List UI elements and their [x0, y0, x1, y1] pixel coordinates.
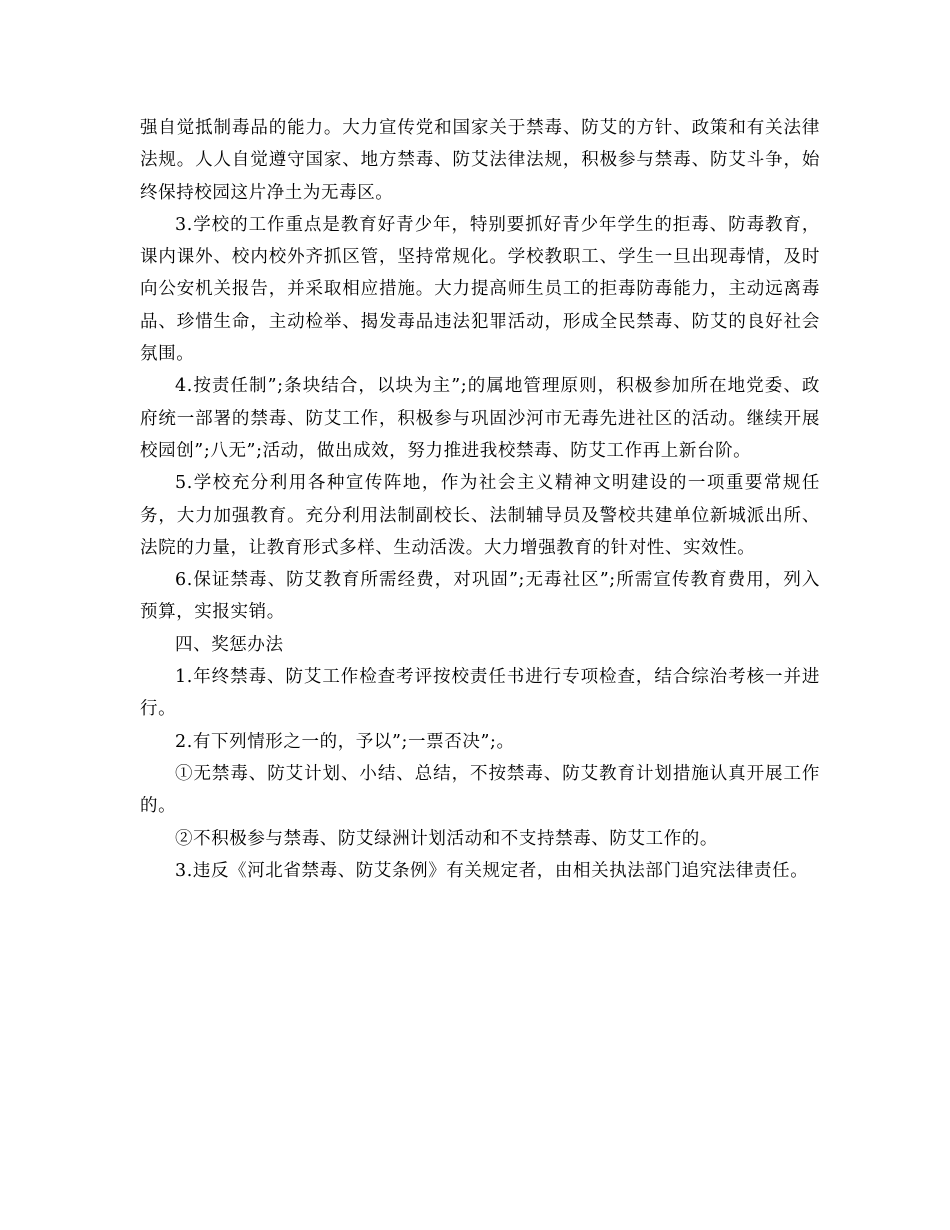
- paragraph-item-5: 5.学校充分利用各种宣传阵地，作为社会主义精神文明建设的一项重要常规任务，大力加强教育。充分利用法制副校长、法制辅导员及警校共建单位新城派出所、法院的力量，让教育形式多样、生动活泼。大力增强教育的针对性、实效性。: [140, 473, 820, 558]
- paragraph-item-6: 6.保证禁毒、防艾教育所需经费，对巩固”;无毒社区”;所需宣传教育费用，列入预算，实报实销。: [140, 570, 820, 623]
- paragraph-rule-2: 2.有下列情形之一的，予以”;一票否决”;。: [175, 731, 515, 752]
- paragraph-subitem-1: ①无禁毒、防艾计划、小结、总结，不按禁毒、防艾教育计划措施认真开展工作的。: [140, 763, 820, 817]
- paragraph-rule-1: 1.年终禁毒、防艾工作检查考评按校责任书进行专项检查，结合综治考核一并进行。: [140, 667, 820, 720]
- document-page: [140, 112, 820, 887]
- paragraph-rule-3: 3.违反《河北省禁毒、防艾条例》有关规定者，由相关执法部门追究法律责任。: [175, 860, 809, 881]
- paragraph-item-3: 3.学校的工作重点是教育好青少年，特别要抓好青少年学生的拒毒、防毒教育，课内课外、校内校外齐抓区管，坚持常规化。学校教职工、学生一旦出现毒情，及时向公安机关报告，并采取相应措施。大力提高师生员工的拒毒防毒能力，主动远离毒品、珍惜生命，主动检举、揭发毒品违法犯罪活动，形成全民禁毒、防艾的良好社会氛围。: [140, 214, 820, 365]
- paragraph-item-4: 4.按责任制”;条块结合，以块为主”;的属地管理原则，积极参加所在地党委、政府统一部署的禁毒、防艾工作，积极参与巩固沙河市无毒先进社区的活动。继续开展校园创”;八无”;活动，做出成效，努力推进我校禁毒、防艾工作再上新台阶。: [140, 376, 820, 461]
- paragraph-continuation: 强自觉抵制毒品的能力。大力宣传党和国家关于禁毒、防艾的方针、政策和有关法律法规。人人自觉遵守国家、地方禁毒、防艾法律法规，积极参与禁毒、防艾斗争，始终保持校园这片净土为无毒区。: [140, 118, 820, 203]
- section-heading: 四、奖惩办法: [175, 634, 284, 655]
- paragraph-subitem-2: ②不积极参与禁毒、防艾绿洲计划活动和不支持禁毒、防艾工作的。: [175, 828, 718, 849]
